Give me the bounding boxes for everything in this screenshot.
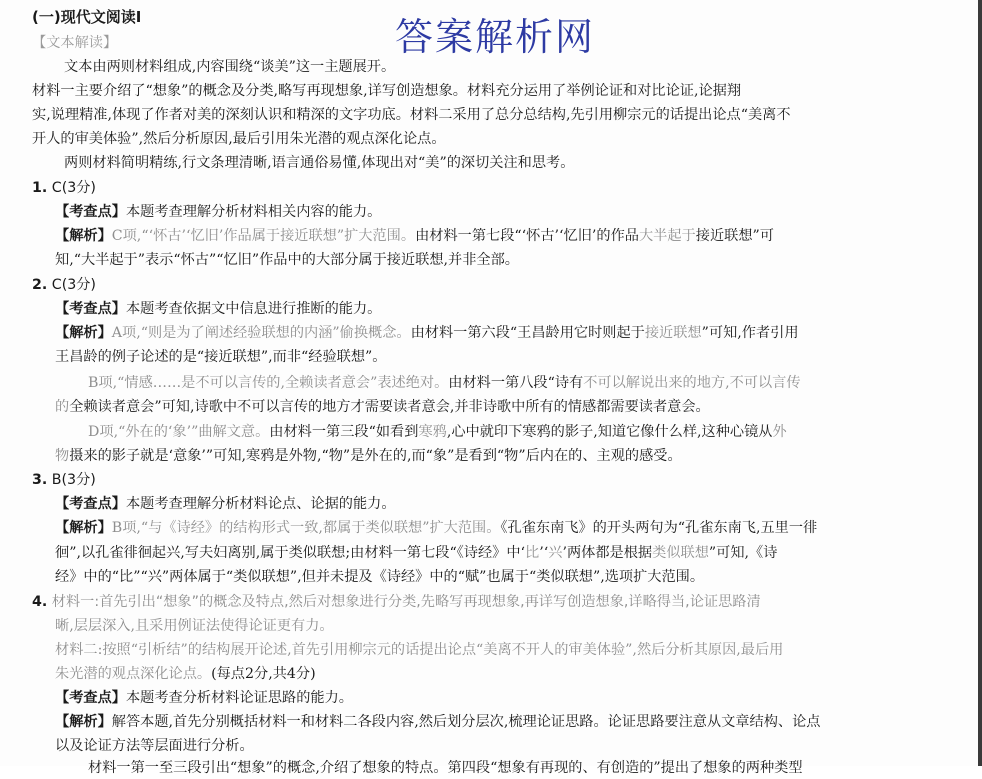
jiexi-text: 徊”,以孔雀徘徊起兴,写夫妇离别,属于类似联想;由材料一第七段“《诗经》中‘ [55, 545, 526, 561]
kaochadian-text: 本题考查分析材料论证思路的能力。 [125, 690, 353, 706]
question-4-answer-cont [55, 639, 783, 661]
jiexi-label: 【解析】 [55, 228, 112, 244]
question-4-answer-cont [55, 615, 334, 637]
jiexi-faint: 接近联想 [644, 325, 702, 341]
jiexi-faint: 寒鸦 [418, 424, 447, 440]
jiexi-text: ’两体都是根据 [562, 545, 653, 561]
question-number: 4. [32, 594, 48, 610]
jiexi-faint: 外 [772, 424, 787, 440]
question-1-kaochadian [55, 201, 381, 223]
question-number: 2. [32, 277, 48, 293]
question-3-kaochadian [55, 493, 396, 515]
question-3-jiexi-cont: 经》中的“比”“兴”两体属于“类似联想”,但并未提及《诗经》中的“赋”也属于“类似联想”,选项扩大范围。 [55, 569, 705, 585]
score-note: (每点2分,共4分) [211, 666, 316, 682]
question-2-option-d [88, 421, 787, 443]
question-2-jiexi-cont: 王昌龄的例子论述的是“接近联想”,而非“经验联想”。 [55, 349, 387, 365]
jiexi-text: 解答本题,首先分别概括材料一和材料二各段内容,然后划分层次,梳理论证思路。论证思路要注意从文章结构、论点 [111, 714, 821, 730]
jiexi-text: ”可知,作者引用 [701, 325, 799, 341]
jiexi-text: 接近联想”可 [695, 228, 774, 244]
question-number: 3. [32, 472, 48, 488]
answer-faint: 材料一:首先引出“想象”的概念及特点,然后对想象进行分类,先略写再现想象,再详写创造想象,详略得当,论证思路清 [51, 594, 761, 610]
jiexi-text: 摄来的影子就是‘意象’”可知,寒鸦是外物,“物”是外在的,而“象”是看到“物”后内在的、主观的感受。 [69, 448, 682, 464]
question-4-jiexi-cont: 以及论证方法等层面进行分析。 [55, 738, 254, 754]
question-4-answer [32, 591, 761, 613]
answer: C(3分) [51, 180, 96, 196]
jiexi-text: 由材料一第三段“如看到 [269, 424, 419, 440]
jiexi-text: ,心中就印下寒鸦的影子,知道它像什么样,这种心镜从 [446, 424, 773, 440]
jiexi-faint: D项,“外在的‘象’”曲解文意。 [88, 424, 270, 440]
question-2-jiexi [55, 322, 799, 344]
kaochadian-label: 【考查点】 [55, 301, 126, 317]
kaochadian-text: 本题考查理解分析材料相关内容的能力。 [125, 204, 382, 220]
question-2-kaochadian [55, 298, 381, 320]
interpretation-line: 材料一主要介绍了“想象”的概念及分类,略写再现想象,详写创造想象。材料充分运用了举例论证和对比论证,论据翔 [32, 83, 742, 99]
answer: B(3分) [51, 472, 96, 488]
kaochadian-text: 本题考查依据文中信息进行推断的能力。 [125, 301, 382, 317]
question-4-kaochadian [55, 687, 353, 709]
interpretation-line: 开人的审美体验”,然后分析原因,最后引用朱光潜的观点深化论点。 [32, 131, 446, 147]
interpretation-line: 两则材料简明精练,行文条理清晰,语言通俗易懂,体现出对“美”的深切关注和思考。 [64, 155, 575, 171]
kaochadian-label: 【考查点】 [55, 204, 126, 220]
jiexi-faint: 的 [55, 399, 70, 415]
question-number: 1. [32, 180, 48, 196]
jiexi-label: 【解析】 [55, 520, 112, 536]
jiexi-faint: 比 [525, 545, 540, 561]
jiexi-label: 【解析】 [55, 714, 112, 730]
jiexi-faint: 兴 [548, 545, 563, 561]
question-2-answer [32, 274, 96, 296]
question-4-jiexi-cont: 材料一第一至三段引出“想象”的概念,介绍了想象的特点。第四段“想象有再现的、有创造的”提出了想象的两种类型 [88, 760, 803, 776]
jiexi-faint: 物 [55, 448, 70, 464]
question-2-option-b [88, 372, 801, 394]
question-2-option-d-cont [55, 445, 682, 467]
page-edge [978, 0, 982, 766]
jiexi-faint: 大半起于 [638, 228, 696, 244]
jiexi-faint: 不可以解说出来的地方,不可以言传 [583, 375, 801, 391]
answer-faint: 材料二:按照“引析结”的结构展开论述,首先引用柳宗元的话提出论点“美离不开人的审美体验”,然后分析其原因,最后用 [55, 642, 784, 658]
question-1-jiexi [55, 225, 774, 247]
jiexi-text: ’‘ [539, 545, 549, 561]
question-1-answer [32, 177, 96, 199]
jiexi-faint: B项,“情感……是不可以言传的,全赖读者意会”表述绝对。 [88, 375, 449, 391]
question-4-answer-cont [55, 663, 316, 685]
jiexi-label: 【解析】 [55, 325, 112, 341]
answer-faint: 朱光潜的观点深化论点。 [55, 666, 212, 682]
kaochadian-text: 本题考查理解分析材料论点、论据的能力。 [125, 496, 396, 512]
question-1-jiexi-cont: 知,“大半起于”表示“怀古”“忆旧”作品中的大部分属于接近联想,并非全部。 [55, 252, 519, 268]
question-4-jiexi [55, 711, 821, 733]
jiexi-text: 由材料一第七段“‘怀古’‘忆旧’的作品 [415, 228, 639, 244]
question-3-jiexi [55, 517, 817, 539]
interpretation-line: 文本由两则材料组成,内容围绕“谈美”这一主题展开。 [64, 59, 396, 75]
kaochadian-label: 【考查点】 [55, 690, 126, 706]
jiexi-faint: C项,“‘怀古’‘忆旧’作品属于接近联想”扩大范围。 [111, 228, 416, 244]
kaochadian-label: 【考查点】 [55, 496, 126, 512]
question-2-option-b-cont [55, 396, 710, 418]
jiexi-text: ”可知,《诗 [708, 545, 778, 561]
jiexi-text: 由材料一第八段“诗有 [448, 375, 584, 391]
text-interpretation-label: 【文本解读】 [32, 35, 118, 51]
jiexi-faint: 类似联想 [652, 545, 709, 561]
jiexi-text: 由材料一第六段“王昌龄用它时则起于 [410, 325, 645, 341]
jiexi-faint: B项,“与《诗经》的结构形式一致,都属于类似联想”扩大范围。 [111, 520, 501, 536]
watermark: 答案解析网 [395, 15, 596, 59]
jiexi-text: 全赖读者意会”可知,诗歌中不可以言传的地方才需要读者意会,并非诗歌中所有的情感都需要读者意会。 [69, 399, 710, 415]
question-3-answer [32, 469, 96, 491]
section-title: (一)现代文阅读Ⅰ [32, 8, 142, 26]
jiexi-faint: A项,“则是为了阐述经验联想的内涵”偷换概念。 [111, 325, 411, 341]
question-3-jiexi-cont [55, 542, 777, 564]
answer: C(3分) [51, 277, 96, 293]
jiexi-text: 《孔雀东南飞》的开头两句为“孔雀东南飞,五里一徘 [500, 520, 818, 536]
interpretation-line: 实,说理精准,体现了作者对美的深刻认识和精深的文字功底。材料二采用了总分总结构,先引用柳宗元的话提出论点“美离不 [32, 107, 791, 123]
answer-faint: 晰,层层深入,且采用例证法使得论证更有力。 [55, 618, 334, 634]
